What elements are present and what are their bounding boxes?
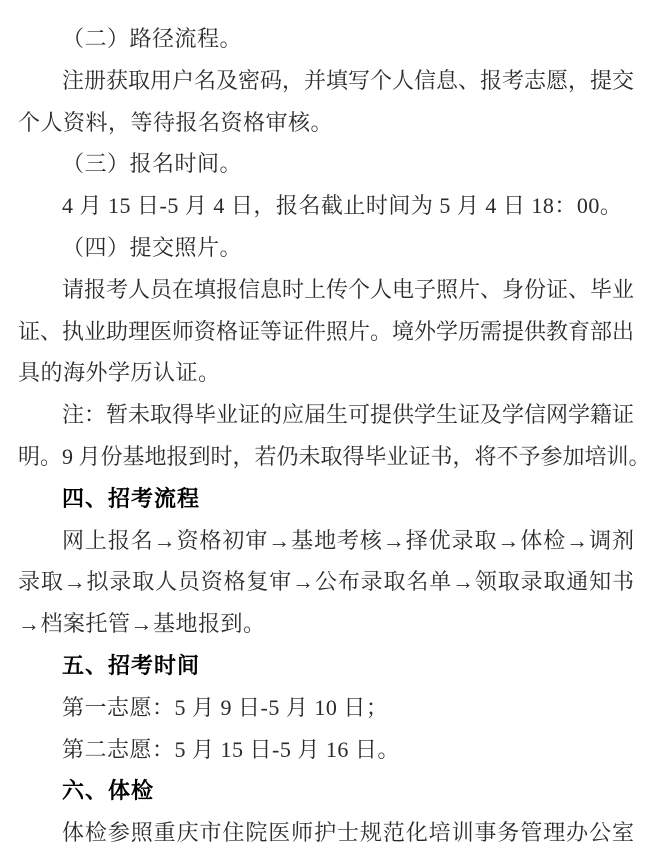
para-subsection-4-title	[18, 227, 634, 269]
heading-section-4-recruit-process	[18, 478, 634, 520]
para-note-line-2: 明。9 月份基地报到时，若仍未取得毕业证书，将不予参加培训。	[18, 443, 651, 469]
para-registration-time-line-1: 4 月 15 日-5 月 4 日，报名截止时间为 5 月 4 日 18：00。	[62, 193, 623, 219]
para-second-choice	[18, 729, 634, 771]
para-route-process-line-1: 注册获取用户名及密码，并填写个人信息、报考志愿，提交	[62, 67, 635, 93]
para-photo-submission-line-1: 请报考人员在填报信息时上传个人电子照片、身份证、毕业	[62, 276, 635, 302]
para-photo-submission-line-2: 证、执业助理医师资格证等证件照片。境外学历需提供教育部出	[18, 318, 635, 344]
para-registration-time	[18, 185, 634, 227]
para-physical-exam	[18, 812, 634, 849]
para-first-choice-line-1: 第一志愿：5 月 9 日-5 月 10 日；	[62, 694, 389, 720]
para-note-line-1: 注：暂未取得毕业证的应届生可提供学生证及学信网学籍证	[62, 402, 635, 428]
para-note	[18, 394, 651, 478]
para-photo-submission	[18, 269, 634, 394]
heading-section-5-recruit-time-line-1: 五、招考时间	[62, 652, 201, 678]
heading-section-6-physical-exam	[18, 770, 634, 812]
para-subsection-3-title-line-1: （三）报名时间。	[62, 151, 243, 177]
heading-section-5-recruit-time	[18, 645, 634, 687]
heading-section-6-physical-exam-line-1: 六、体检	[62, 778, 155, 804]
para-photo-submission-line-3: 具的海外学历认证。	[18, 360, 221, 386]
para-route-process-line-2: 个人资料，等待报名资格审核。	[18, 109, 334, 135]
para-subsection-3-title	[18, 143, 634, 185]
para-subsection-2-title	[18, 18, 634, 60]
para-recruit-process-flow-line-3: →档案托管→基地报到。	[18, 611, 266, 637]
para-route-process	[18, 60, 634, 144]
para-recruit-process-flow-line-2: 录取→拟录取人员资格复审→公布录取名单→领取录取通知书	[18, 569, 634, 595]
para-first-choice	[18, 687, 634, 729]
para-subsection-4-title-line-1: （四）提交照片。	[62, 234, 243, 260]
para-recruit-process-flow	[18, 520, 634, 645]
para-second-choice-line-1: 第二志愿：5 月 15 日-5 月 16 日。	[62, 736, 400, 762]
para-recruit-process-flow-line-1: 网上报名→资格初审→基地考核→择优录取→体检→调剂	[62, 527, 634, 553]
para-subsection-2-title-line-1: （二）路径流程。	[62, 26, 243, 51]
para-physical-exam-line-1: 体检参照重庆市住院医师护士规范化培训事务管理办公室	[62, 820, 634, 846]
heading-section-4-recruit-process-line-1: 四、招考流程	[62, 485, 201, 511]
